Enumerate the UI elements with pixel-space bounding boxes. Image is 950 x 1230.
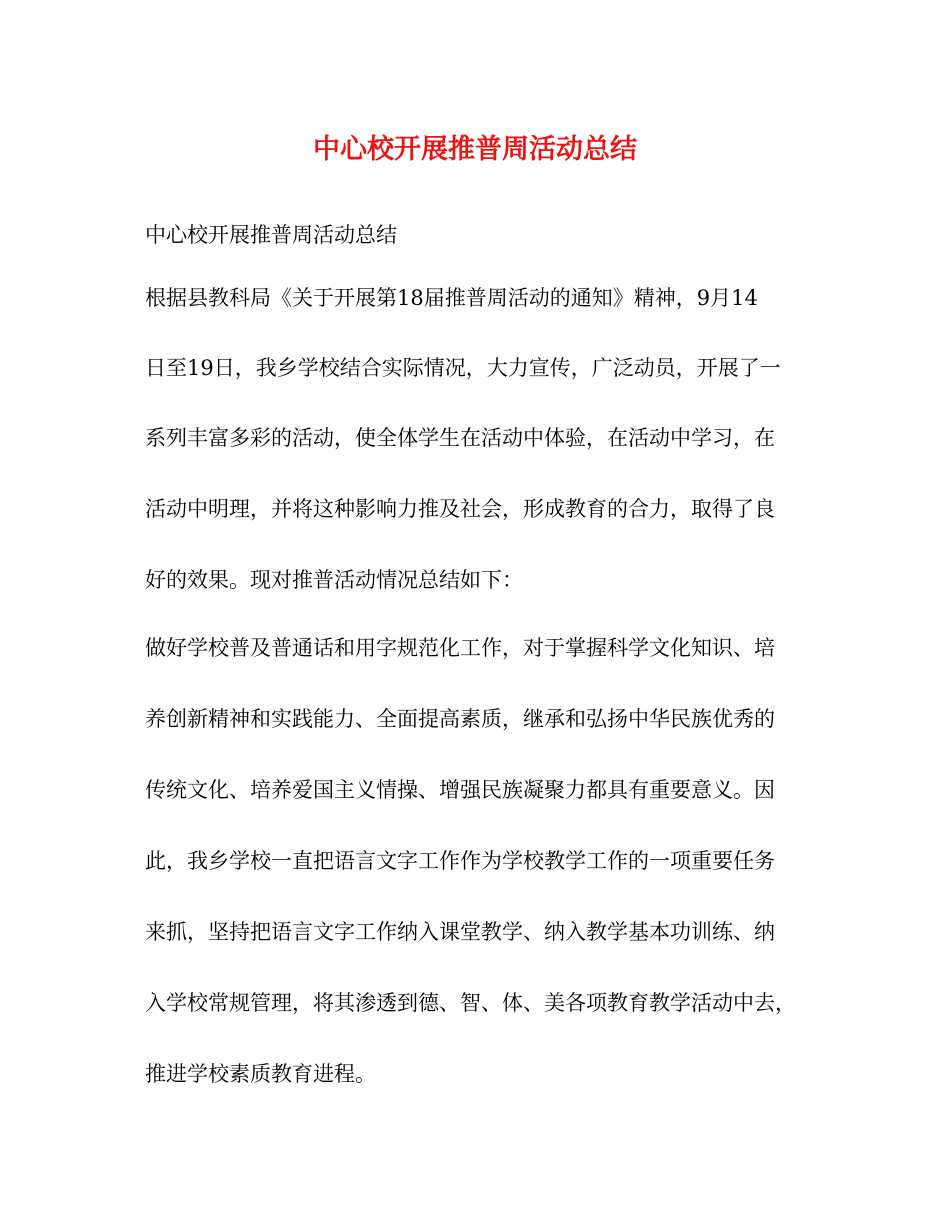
- paragraph-1-line: 活动中明理，并将这种影响力推及社会，形成教育的合力，取得了良: [145, 497, 775, 521]
- paragraph-2-line: 入学校常规管理，将其渗透到德、智、体、美各项教育教学活动中去，: [145, 991, 796, 1015]
- paragraph-2-line: 养创新精神和实践能力、全面提高素质，继承和弘扬中华民族优秀的: [145, 707, 775, 731]
- paragraph-1-line: 根据县教科局《关于开展第18届推普周活动的通知》精神，9月14: [145, 286, 758, 310]
- paragraph-2-line: 推进学校素质教育进程。: [145, 1062, 376, 1086]
- paragraph-2-line: 传统文化、培养爱国主义情操、增强民族凝聚力都具有重要意义。因: [145, 778, 775, 802]
- paragraph-2-line: 来抓，坚持把语言文字工作纳入课堂教学、纳入教学基本功训练、纳: [145, 920, 775, 944]
- paragraph-1-line: 好的效果。现对推普活动情况总结如下：: [145, 568, 523, 592]
- paragraph-1-line: 日至19日，我乡学校结合实际情况，大力宣传，广泛动员，开展了一: [145, 356, 781, 380]
- document-title: 中心校开展推普周活动总结: [313, 134, 637, 165]
- paragraph-1-line: 系列丰富多彩的活动，使全体学生在活动中体验，在活动中学习，在: [145, 426, 775, 450]
- paragraph-2-line: 做好学校普及普通话和用字规范化工作，对于掌握科学文化知识、培: [145, 636, 775, 660]
- paragraph-2-line: 此，我乡学校一直把语言文字工作作为学校教学工作的一项重要任务: [145, 849, 775, 873]
- document-subtitle: 中心校开展推普周活动总结: [145, 223, 397, 247]
